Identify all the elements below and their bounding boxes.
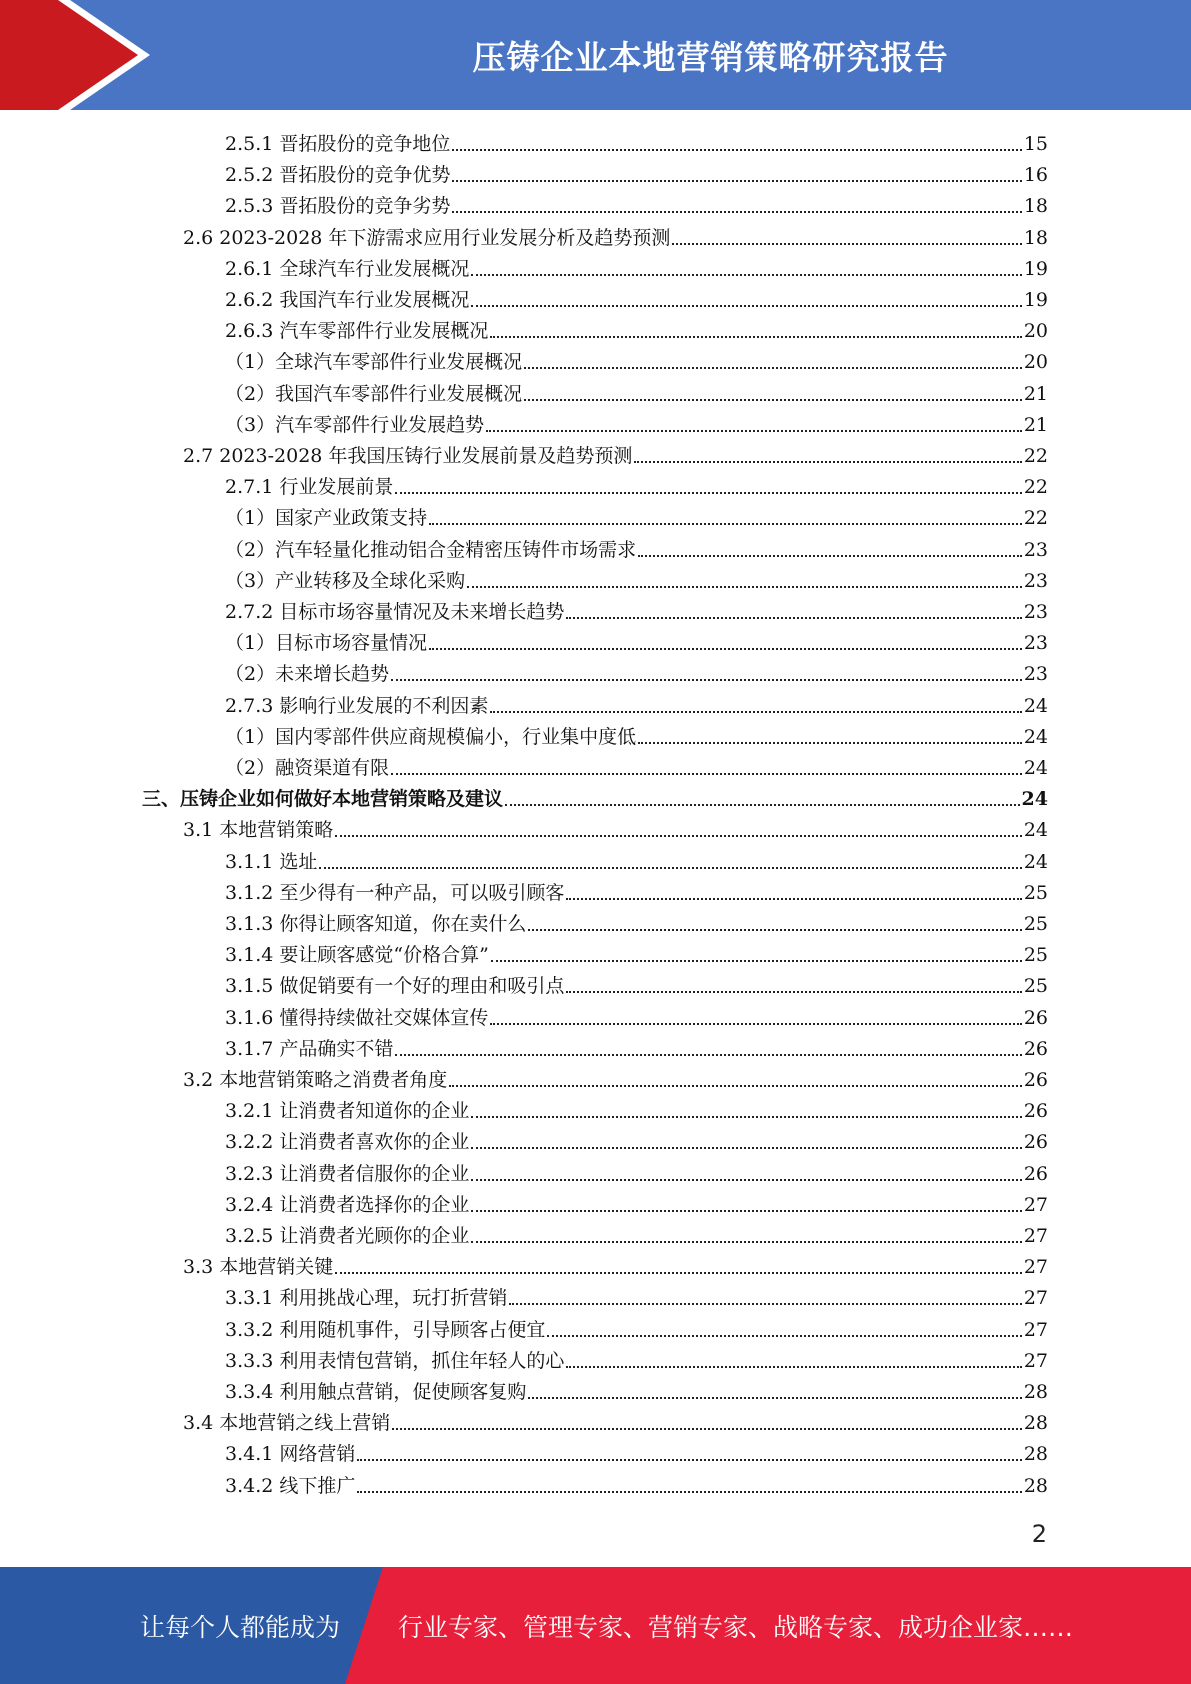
toc-entry-title: 2.6 2023-2028 年下游需求应用行业发展分析及趋势预测 bbox=[183, 226, 671, 249]
toc-entry[interactable] bbox=[225, 658, 1048, 686]
toc-entry[interactable] bbox=[225, 159, 1048, 187]
toc-entry-title: 3.1.4 要让顾客感觉“价格合算” bbox=[225, 944, 489, 967]
toc-dot-leader bbox=[471, 1209, 1021, 1212]
toc-entry[interactable] bbox=[225, 1189, 1048, 1217]
toc-entry[interactable] bbox=[225, 752, 1048, 780]
toc-dot-leader bbox=[335, 1271, 1022, 1274]
toc-entry[interactable] bbox=[183, 1251, 1048, 1279]
toc-entry-page: 22 bbox=[1023, 507, 1048, 530]
toc-entry-title: 3.2.4 让消费者选择你的企业 bbox=[225, 1193, 470, 1216]
toc-entry-page: 23 bbox=[1023, 663, 1048, 686]
toc-entry-page: 24 bbox=[1023, 850, 1048, 873]
toc-dot-leader bbox=[471, 1146, 1021, 1149]
toc-entry[interactable] bbox=[225, 128, 1048, 156]
toc-entry-title: 3.3.4 利用触点营销，促使顾客复购 bbox=[225, 1381, 527, 1403]
toc-entry-page: 27 bbox=[1023, 1225, 1048, 1247]
toc-entry-page: 26 bbox=[1023, 1037, 1048, 1060]
toc-entry[interactable] bbox=[225, 721, 1048, 749]
toc-entry-page: 18 bbox=[1023, 195, 1048, 218]
toc-entry-page: 28 bbox=[1023, 1443, 1048, 1466]
toc-entry[interactable] bbox=[183, 1407, 1048, 1435]
toc-entry[interactable] bbox=[225, 1282, 1048, 1310]
toc-entry[interactable] bbox=[225, 1438, 1048, 1466]
toc-dot-leader bbox=[672, 242, 1021, 245]
toc-entry-title: （1）国内零部件供应商规模偏小，行业集中度低 bbox=[225, 725, 637, 748]
toc-entry-page: 23 bbox=[1023, 569, 1048, 592]
toc-dot-leader bbox=[528, 928, 1021, 931]
toc-entry-title: 3.1 本地营销策略 bbox=[183, 819, 334, 842]
toc-entry-title: 3.1.1 选址 bbox=[225, 850, 318, 873]
toc-entry[interactable] bbox=[225, 1095, 1048, 1123]
toc-entry[interactable] bbox=[225, 939, 1048, 967]
toc-entry-title: 2.6.1 全球汽车行业发展概况 bbox=[225, 257, 470, 280]
toc-entry[interactable] bbox=[225, 1220, 1048, 1248]
toc-entry-page: 15 bbox=[1023, 133, 1048, 155]
toc-dot-leader bbox=[471, 304, 1021, 307]
toc-entry-page: 20 bbox=[1023, 320, 1048, 343]
toc-entry-page: 26 bbox=[1023, 1100, 1048, 1123]
toc-entry-title: 3.4 本地营销之线上营销 bbox=[183, 1412, 391, 1435]
toc-entry[interactable] bbox=[183, 440, 1048, 468]
toc-entry-page: 21 bbox=[1023, 382, 1048, 405]
toc-entry-title: 3.2.3 让消费者信服你的企业 bbox=[225, 1162, 470, 1185]
toc-dot-leader bbox=[634, 460, 1021, 463]
toc-entry-page: 24 bbox=[1021, 788, 1048, 811]
page-number: 2 bbox=[1031, 1520, 1047, 1548]
toc-dot-leader bbox=[471, 1178, 1021, 1181]
toc-dot-leader bbox=[505, 803, 1020, 806]
toc-entry[interactable] bbox=[225, 1376, 1048, 1404]
toc-dot-leader bbox=[524, 398, 1022, 401]
toc-dot-leader bbox=[452, 179, 1021, 182]
toc-dot-leader bbox=[471, 1115, 1021, 1118]
toc-dot-leader bbox=[471, 273, 1021, 276]
toc-entry[interactable] bbox=[225, 315, 1048, 343]
toc-entry-page: 19 bbox=[1023, 257, 1048, 280]
toc-entry-page: 19 bbox=[1023, 289, 1048, 311]
toc-entry-title: （2）未来增长趋势 bbox=[225, 663, 390, 686]
toc-dot-leader bbox=[566, 990, 1021, 993]
toc-entry-title: 3.4.2 线下推广 bbox=[225, 1474, 356, 1497]
toc-dot-leader bbox=[566, 1365, 1021, 1368]
toc-entry-title: （1）国家产业政策支持 bbox=[225, 507, 428, 530]
toc-dot-leader bbox=[357, 1490, 1021, 1493]
toc-entry-title: 2.6.2 我国汽车行业发展概况 bbox=[225, 289, 470, 311]
toc-entry-title: 3.2 本地营销策略之消费者角度 bbox=[183, 1069, 448, 1091]
toc-dot-leader bbox=[319, 866, 1021, 869]
toc-dot-leader bbox=[524, 366, 1022, 369]
toc-dot-leader bbox=[395, 491, 1021, 494]
toc-entry-page: 21 bbox=[1023, 413, 1048, 436]
toc-entry-title: （1）目标市场容量情况 bbox=[225, 632, 428, 655]
toc-entry-page: 25 bbox=[1023, 975, 1048, 998]
toc-entry-title: 3.2.2 让消费者喜欢你的企业 bbox=[225, 1131, 470, 1154]
toc-entry-title: 2.7.1 行业发展前景 bbox=[225, 476, 394, 499]
toc-entry-title: （3）产业转移及全球化采购 bbox=[225, 569, 466, 592]
toc-entry-page: 20 bbox=[1023, 351, 1048, 374]
toc-dot-leader bbox=[391, 772, 1022, 775]
toc-entry-page: 26 bbox=[1023, 1131, 1048, 1154]
toc-entry[interactable] bbox=[225, 346, 1048, 374]
report-title: 压铸企业本地营销策略研究报告 bbox=[472, 37, 949, 77]
toc-entry[interactable] bbox=[225, 471, 1048, 499]
toc-entry[interactable] bbox=[225, 690, 1048, 718]
toc-entry-title: 3.1.3 你得让顾客知道，你在卖什么 bbox=[225, 913, 527, 935]
toc-entry-title: 3.1.7 产品确实不错 bbox=[225, 1037, 394, 1060]
toc-entry[interactable] bbox=[183, 222, 1048, 250]
toc-entry-page: 26 bbox=[1023, 1069, 1048, 1091]
toc-entry[interactable] bbox=[225, 565, 1048, 593]
toc-entry[interactable] bbox=[225, 877, 1048, 905]
toc-dot-leader bbox=[547, 1334, 1021, 1337]
toc-entry-page: 23 bbox=[1023, 538, 1048, 561]
toc-dot-leader bbox=[486, 429, 1022, 432]
toc-dot-leader bbox=[490, 335, 1021, 338]
toc-entry[interactable] bbox=[225, 284, 1048, 312]
toc-dot-leader bbox=[391, 678, 1022, 681]
toc-entry[interactable] bbox=[225, 627, 1048, 655]
toc-entry[interactable] bbox=[225, 190, 1048, 218]
toc-entry[interactable] bbox=[225, 1470, 1048, 1498]
page-header bbox=[0, 0, 1191, 110]
toc-dot-leader bbox=[528, 1396, 1021, 1399]
toc-dot-leader bbox=[566, 897, 1021, 900]
toc-entry[interactable] bbox=[225, 1002, 1048, 1030]
toc-dot-leader bbox=[490, 710, 1021, 713]
toc-entry[interactable] bbox=[225, 502, 1048, 530]
toc-dot-leader bbox=[452, 210, 1021, 213]
toc-entry-page: 24 bbox=[1023, 757, 1048, 779]
toc-entry-title: 2.5.3 晋拓股份的竞争劣势 bbox=[225, 195, 451, 218]
toc-entry-page: 27 bbox=[1023, 1349, 1048, 1372]
toc-entry-title: （2）我国汽车零部件行业发展概况 bbox=[225, 382, 523, 405]
toc-entry-title: 2.6.3 汽车零部件行业发展概况 bbox=[225, 320, 489, 343]
toc-entry-title: （2）汽车轻量化推动铝合金精密压铸件市场需求 bbox=[225, 538, 637, 561]
toc-entry-page: 26 bbox=[1023, 1006, 1048, 1029]
toc-dot-leader bbox=[357, 1458, 1021, 1461]
toc-dot-leader bbox=[395, 1053, 1021, 1056]
toc-dot-leader bbox=[509, 1302, 1021, 1305]
toc-entry-page: 25 bbox=[1023, 944, 1048, 967]
toc-dot-leader bbox=[471, 1240, 1021, 1243]
toc-entry[interactable] bbox=[225, 1158, 1048, 1186]
toc-entry[interactable] bbox=[225, 1314, 1048, 1342]
toc-dot-leader bbox=[449, 1084, 1022, 1087]
toc-entry-title: 2.7 2023-2028 年我国压铸行业发展前景及趋势预测 bbox=[183, 445, 633, 467]
toc-dot-leader bbox=[467, 585, 1022, 588]
toc-entry[interactable] bbox=[225, 253, 1048, 281]
toc-entry-title: （3）汽车零部件行业发展趋势 bbox=[225, 413, 485, 436]
toc-entry-page: 24 bbox=[1023, 819, 1048, 842]
toc-entry[interactable] bbox=[225, 1345, 1048, 1373]
toc-entry-title: 3.1.2 至少得有一种产品，可以吸引顾客 bbox=[225, 881, 565, 904]
toc-entry-title: 3.2.5 让消费者光顾你的企业 bbox=[225, 1225, 470, 1247]
toc-entry-page: 27 bbox=[1023, 1193, 1048, 1216]
toc-entry[interactable] bbox=[183, 1064, 1048, 1092]
toc-dot-leader bbox=[638, 741, 1022, 744]
toc-dot-leader bbox=[452, 148, 1021, 151]
toc-entry-title: 2.5.2 晋拓股份的竞争优势 bbox=[225, 164, 451, 187]
toc-entry[interactable] bbox=[225, 378, 1048, 406]
footer-slogan-left: 让每个人都能成为 bbox=[140, 1612, 341, 1642]
toc-entry[interactable] bbox=[225, 908, 1048, 936]
toc-entry-title: 2.5.1 晋拓股份的竞争地位 bbox=[225, 133, 451, 155]
toc-entry-page: 25 bbox=[1023, 881, 1048, 904]
page-footer bbox=[0, 1567, 1191, 1684]
toc-entry[interactable] bbox=[225, 846, 1048, 874]
toc-entry-page: 24 bbox=[1023, 725, 1048, 748]
toc-entry[interactable] bbox=[225, 409, 1048, 437]
toc-entry-page: 27 bbox=[1023, 1256, 1048, 1279]
toc-dot-leader bbox=[491, 959, 1022, 962]
toc-entry-page: 27 bbox=[1023, 1318, 1048, 1341]
toc-dot-leader bbox=[429, 522, 1022, 525]
toc-entry-title: 3.3 本地营销关键 bbox=[183, 1256, 334, 1279]
toc-entry[interactable] bbox=[225, 1033, 1048, 1061]
header-arrow-graphic bbox=[0, 0, 160, 110]
toc-entry-title: 三、压铸企业如何做好本地营销策略及建议 bbox=[142, 788, 504, 811]
toc-dot-leader bbox=[638, 554, 1022, 557]
toc-entry-title: 3.1.6 懂得持续做社交媒体宣传 bbox=[225, 1006, 489, 1029]
toc-entry-page: 23 bbox=[1023, 632, 1048, 655]
toc-dot-leader bbox=[335, 834, 1022, 837]
toc-entry-page: 18 bbox=[1023, 226, 1048, 249]
toc-entry-title: 2.7.2 目标市场容量情况及未来增长趋势 bbox=[225, 601, 565, 623]
toc-entry-page: 16 bbox=[1023, 164, 1048, 187]
toc-entry-title: 3.3.3 利用表情包营销，抓住年轻人的心 bbox=[225, 1349, 565, 1372]
toc-entry-page: 25 bbox=[1023, 913, 1048, 935]
toc-entry-page: 24 bbox=[1023, 694, 1048, 717]
toc-entry-page: 23 bbox=[1023, 601, 1048, 623]
toc-entry-title: （2）融资渠道有限 bbox=[225, 757, 390, 779]
toc-dot-leader bbox=[566, 616, 1021, 619]
toc-entry-page: 27 bbox=[1023, 1287, 1048, 1310]
toc-entry-title: 3.4.1 网络营销 bbox=[225, 1443, 356, 1466]
toc-entry-page: 28 bbox=[1023, 1474, 1048, 1497]
toc-entry-page: 28 bbox=[1023, 1381, 1048, 1403]
toc-dot-leader bbox=[490, 1022, 1021, 1025]
toc-entry[interactable] bbox=[142, 783, 1048, 811]
footer-slogan-right: 行业专家、管理专家、营销专家、战略专家、成功企业家…… bbox=[398, 1612, 1074, 1642]
toc-entry[interactable] bbox=[225, 596, 1048, 624]
toc-entry[interactable] bbox=[225, 970, 1048, 998]
toc-dot-leader bbox=[392, 1427, 1022, 1430]
toc-entry-page: 26 bbox=[1023, 1162, 1048, 1185]
toc-entry[interactable] bbox=[225, 534, 1048, 562]
toc-entry-title: 3.1.5 做促销要有一个好的理由和吸引点 bbox=[225, 975, 565, 998]
toc-entry-title: 2.7.3 影响行业发展的不利因素 bbox=[225, 694, 489, 717]
toc-entry[interactable] bbox=[225, 1126, 1048, 1154]
toc-entry-title: 3.3.1 利用挑战心理，玩打折营销 bbox=[225, 1287, 508, 1310]
toc-entry-title: 3.2.1 让消费者知道你的企业 bbox=[225, 1100, 470, 1123]
toc-entry-title: （1）全球汽车零部件行业发展概况 bbox=[225, 351, 523, 374]
toc-entry-page: 22 bbox=[1023, 476, 1048, 499]
toc-dot-leader bbox=[429, 647, 1022, 650]
toc-entry-title: 3.3.2 利用随机事件，引导顾客占便宜 bbox=[225, 1318, 546, 1341]
toc-entry-page: 28 bbox=[1023, 1412, 1048, 1435]
toc-entry-page: 22 bbox=[1023, 445, 1048, 467]
toc-entry[interactable] bbox=[183, 814, 1048, 842]
